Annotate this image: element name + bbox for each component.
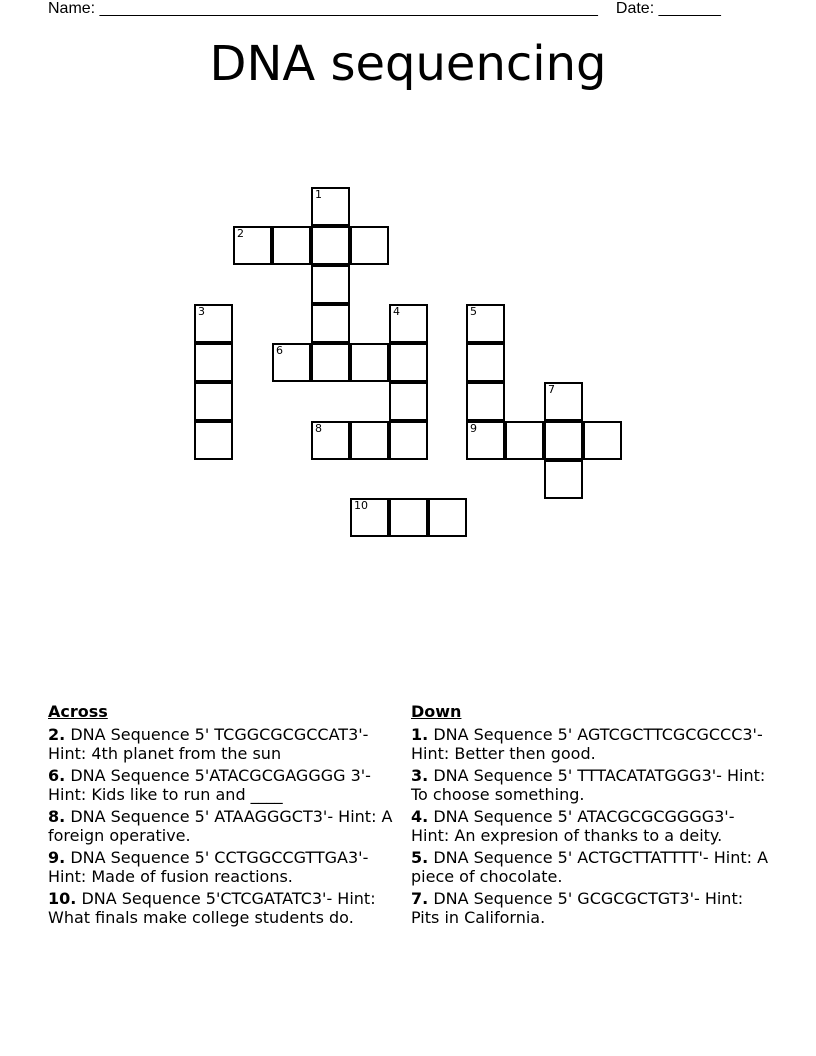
clue-item	[48, 807, 398, 845]
clue-number: 4	[393, 305, 400, 318]
clue-text: DNA Sequence 5' ATACGCGCGGGG3'- Hint: An expresion of thanks to a deity.	[411, 807, 735, 845]
clue-num: 5.	[411, 848, 429, 867]
clue-number: 6	[276, 344, 283, 357]
clue-text: DNA Sequence 5' ACTGCTTATTTT'- Hint: A piece of chocolate.	[411, 848, 769, 886]
clue-text: DNA Sequence 5'ATACGCGAGGGG 3'- Hint: Kids like to run and ____	[48, 766, 371, 804]
clue-item	[48, 766, 398, 804]
grid-cell[interactable]	[311, 265, 350, 304]
clue-text: DNA Sequence 5' ATAAGGGCT3'- Hint: A foreign operative.	[48, 807, 393, 845]
grid-cell[interactable]	[544, 382, 583, 421]
clue-item	[411, 889, 771, 927]
clue-text: DNA Sequence 5' CCTGGCCGTTGA3'- Hint: Made of fusion reactions.	[48, 848, 369, 886]
grid-cell[interactable]	[311, 421, 350, 460]
grid-cell[interactable]	[466, 343, 505, 382]
clue-item	[411, 766, 771, 804]
page-title: DNA sequencing	[209, 36, 607, 92]
grid-cell[interactable]	[583, 421, 622, 460]
clue-text: DNA Sequence 5' TCGGCGCGCCAT3'- Hint: 4th planet from the sun	[48, 725, 369, 763]
clue-item	[48, 889, 398, 927]
clue-item	[411, 725, 771, 763]
grid-cell[interactable]	[311, 343, 350, 382]
grid-cell[interactable]	[389, 343, 428, 382]
across-heading: Across	[48, 702, 108, 721]
clue-item	[411, 848, 771, 886]
grid-cell[interactable]	[389, 382, 428, 421]
grid-cell[interactable]	[544, 460, 583, 499]
name-field[interactable]: Name: ________________________________________________________	[48, 0, 598, 17]
clue-num: 8.	[48, 807, 66, 826]
grid-cell[interactable]	[389, 498, 428, 537]
grid-cell[interactable]	[194, 343, 233, 382]
grid-cell[interactable]	[272, 226, 311, 265]
clue-text: DNA Sequence 5' GCGCGCTGT3'- Hint: Pits in California.	[411, 889, 744, 927]
grid-cell[interactable]	[350, 498, 389, 537]
grid-cell[interactable]	[350, 343, 389, 382]
clue-number: 2	[237, 227, 244, 240]
grid-cell[interactable]	[350, 226, 389, 265]
clue-num: 10.	[48, 889, 77, 908]
clue-number: 9	[470, 422, 477, 435]
clue-num: 3.	[411, 766, 429, 785]
clue-number: 7	[548, 383, 555, 396]
grid-cell[interactable]	[194, 421, 233, 460]
down-clues	[411, 702, 771, 930]
across-clues	[48, 702, 398, 930]
grid-cell[interactable]	[466, 421, 505, 460]
clue-text: DNA Sequence 5' AGTCGCTTCGCGCCC3'- Hint: Better then good.	[411, 725, 763, 763]
grid-cell[interactable]	[505, 421, 544, 460]
grid-cell[interactable]	[194, 382, 233, 421]
grid-cell[interactable]	[311, 304, 350, 343]
grid-cell[interactable]	[194, 304, 233, 343]
clue-text: DNA Sequence 5'CTCGATATC3'- Hint: What finals make college students do.	[48, 889, 376, 927]
clue-number: 10	[354, 499, 368, 512]
clue-item	[48, 848, 398, 886]
clue-number: 5	[470, 305, 477, 318]
clue-item	[411, 807, 771, 845]
clue-num: 6.	[48, 766, 66, 785]
grid-cell[interactable]	[466, 304, 505, 343]
grid-cell[interactable]	[466, 382, 505, 421]
clue-num: 2.	[48, 725, 66, 744]
clue-text: DNA Sequence 5' TTTACATATGGG3'- Hint: To choose something.	[411, 766, 766, 804]
clue-num: 1.	[411, 725, 429, 744]
grid-cell[interactable]	[544, 421, 583, 460]
grid-cell[interactable]	[350, 421, 389, 460]
down-heading: Down	[411, 702, 462, 721]
clue-num: 9.	[48, 848, 66, 867]
grid-cell[interactable]	[389, 304, 428, 343]
clue-number: 8	[315, 422, 322, 435]
grid-cell[interactable]	[428, 498, 467, 537]
grid-cell[interactable]	[311, 187, 350, 226]
header	[48, 0, 721, 18]
clue-num: 4.	[411, 807, 429, 826]
clue-number: 3	[198, 305, 205, 318]
clue-number: 1	[315, 188, 322, 201]
clue-num: 7.	[411, 889, 429, 908]
grid-cell[interactable]	[389, 421, 428, 460]
grid-cell[interactable]	[311, 226, 350, 265]
grid-cell[interactable]	[233, 226, 272, 265]
date-field[interactable]: Date: _______	[615, 0, 721, 17]
grid-cell[interactable]	[272, 343, 311, 382]
clue-item	[48, 725, 398, 763]
